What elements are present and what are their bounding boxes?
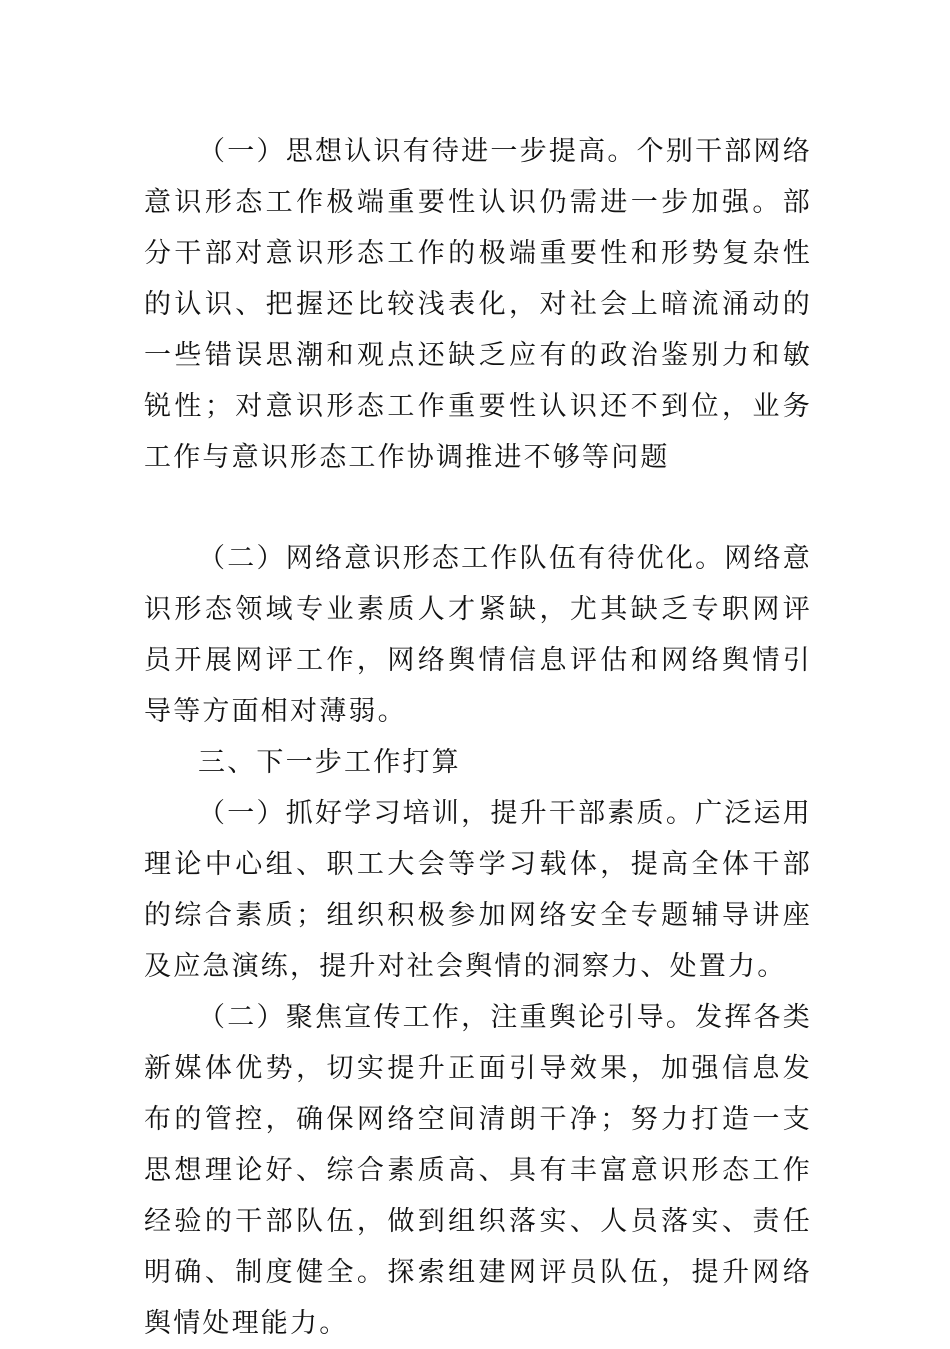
paragraph-thinking-awareness: （一）思想认识有待进一步提高。个别干部网络意识形态工作极端重要性认识仍需进一步加强。部分干部对意识形态工作的极端重要性和形势复杂性的认识、把握还比较浅表化，对社会上暗流涌动的一些错误思潮和观点还缺乏应有的政治鉴别力和敏锐性；对意识形态工作重要性认识还不到位，业务工作与意识形态工作协调推进不够等问题	[144, 136, 812, 473]
paragraph-study-training: （一）抓好学习培训，提升干部素质。广泛运用理论中心组、职工大会等学习载体，提高全体干部的综合素质；组织积极参加网络安全专题辅导讲座及应急演练，提升对社会舆情的洞察力、处置力。	[144, 798, 812, 982]
paragraph-gap	[144, 483, 812, 533]
paragraph-team-optimization: （二）网络意识形态工作队伍有待优化。网络意识形态领域专业素质人才紧缺，尤其缺乏专职网评员开展网评工作，网络舆情信息评估和网络舆情引导等方面相对薄弱。	[144, 543, 812, 727]
section-heading-next-steps: 三、下一步工作打算	[198, 747, 461, 778]
paragraph-publicity-guidance: （二）聚焦宣传工作，注重舆论引导。发挥各类新媒体优势，切实提升正面引导效果，加强信息发布的管控，确保网络空间清朗干净；努力打造一支思想理论好、综合素质高、具有丰富意识形态工作经验的干部队伍，做到组织落实、人员落实、责任明确、制度健全。探索组建网评员队伍，提升网络舆情处理能力。	[144, 1002, 812, 1339]
document-body	[144, 126, 812, 1349]
